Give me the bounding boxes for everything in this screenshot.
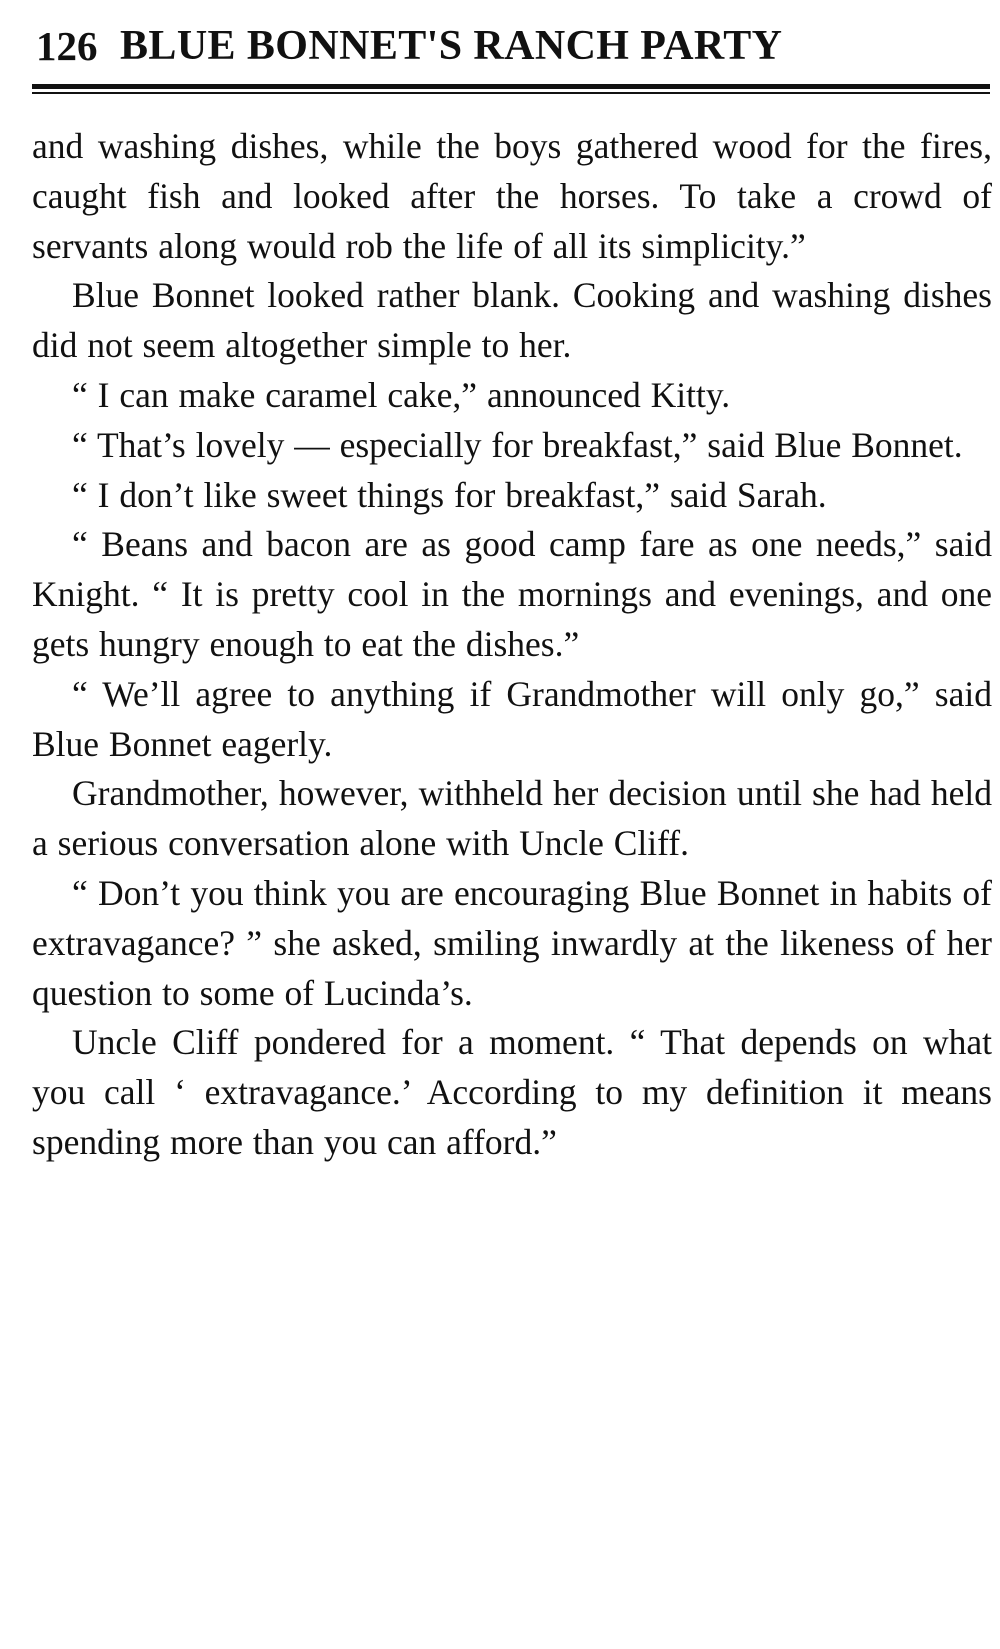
paragraph: “ Beans and bacon are as good camp fare as one needs,” said Knight. “ It is pretty cool in the mornings and evenings, and one gets hungry enough to eat the dishes.” <box>32 524 992 664</box>
running-head: BLUE BONNET'S RANCH PARTY <box>120 23 783 69</box>
paragraph: “ That’s lovely — especially for breakfast,” said Blue Bonnet. <box>72 424 963 465</box>
paragraph: “ We’ll agree to anything if Grandmother will only go,” said Blue Bonnet eagerly. <box>32 673 992 764</box>
paragraph: Grandmother, however, withheld her decision until she had held a serious conversation alone with Uncle Cliff. <box>32 773 992 864</box>
paragraph: Uncle Cliff pondered for a moment. “ That depends on what you call ‘ extravagance.’ According to my definition it means spending more than you can afford.” <box>32 1022 992 1162</box>
paragraph: Blue Bonnet looked rather blank. Cooking and washing dishes did not seem altogether simple to her. <box>32 275 992 366</box>
body-text <box>32 122 992 1168</box>
page-number: 126 <box>36 23 98 69</box>
header-rule <box>32 84 990 94</box>
paragraph: “ I can make caramel cake,” announced Kitty. <box>72 374 731 415</box>
paragraph: “ I don’t like sweet things for breakfast,” said Sarah. <box>72 474 827 515</box>
paragraph: and washing dishes, while the boys gathered wood for the fires, caught fish and looked after the horses. To take a crowd of servants along would rob the life of all its simplicity.” <box>32 126 992 266</box>
paragraph: “ Don’t you think you are encouraging Blue Bonnet in habits of extravagance? ” she asked, smiling inwardly at the likeness of her question to some of Lucinda’s. <box>32 872 992 1013</box>
page-header <box>30 14 992 70</box>
